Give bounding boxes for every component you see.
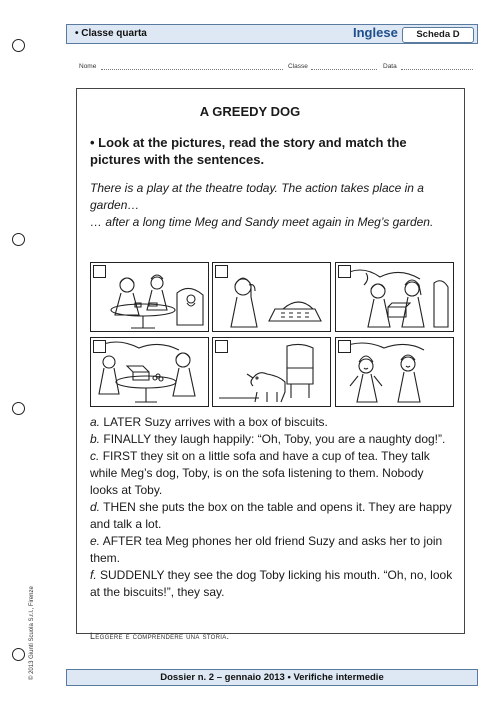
name-field-line[interactable] (101, 69, 283, 70)
subject-title: Inglese (353, 25, 398, 40)
activity-label: Leggere e comprendere una storia. (90, 631, 230, 641)
sentence-e (90, 533, 454, 567)
binder-hole (12, 39, 25, 52)
sentence-f (90, 567, 454, 601)
sentence-letter: b. (90, 432, 101, 446)
header-bar (66, 24, 478, 44)
arrival-illustration (336, 263, 454, 332)
sentence-letter: c. (90, 449, 100, 463)
class-field-line[interactable] (311, 69, 377, 70)
story-intro (90, 180, 460, 231)
phone-call-illustration (213, 263, 331, 332)
answer-box[interactable] (93, 265, 106, 278)
answer-box[interactable] (215, 265, 228, 278)
picture-panel-4 (90, 337, 209, 407)
sentence-text: THEN she puts the box on the table and opens it. They are happy and talk a lot. (90, 500, 452, 531)
sentence-d (90, 499, 454, 533)
sentence-c (90, 448, 454, 499)
binder-hole (12, 233, 25, 246)
binder-hole (12, 648, 25, 661)
footer-bar: Dossier n. 2 – gennaio 2013 • Verifiche intermedie (66, 669, 478, 686)
sheet-badge: Scheda D (402, 27, 474, 43)
sentence-text: FINALLY they laugh happily: “Oh, Toby, you are a naughty dog!”. (103, 432, 446, 446)
sentence-letter: e. (90, 534, 101, 548)
sentence-text: LATER Suzy arrives with a box of biscuits. (103, 415, 328, 429)
sentence-letter: f. (90, 568, 97, 582)
answer-box[interactable] (215, 340, 228, 353)
answer-box[interactable] (93, 340, 106, 353)
date-field-line[interactable] (401, 69, 473, 70)
story-sentences (90, 414, 454, 601)
picture-panel-6 (335, 337, 454, 407)
sentence-text: AFTER tea Meg phones her old friend Suzy and asks her to join them. (90, 534, 443, 565)
name-field-label: Nome (79, 63, 97, 70)
instruction: • Look at the pictures, read the story and match the pictures with the sentences. (90, 135, 407, 167)
date-field-label: Data (383, 63, 397, 70)
laughing-illustration (336, 338, 454, 407)
answer-box[interactable] (338, 340, 351, 353)
tea-scene-illustration (91, 263, 209, 332)
page-title: A GREEDY DOG (199, 104, 301, 119)
sentence-a (90, 414, 454, 431)
picture-panel-2 (212, 262, 331, 332)
picture-panel-3 (335, 262, 454, 332)
picture-panel-5 (212, 337, 331, 407)
sentence-letter: a. (90, 415, 101, 429)
picture-panel-1 (90, 262, 209, 332)
copyright-credit: © 2013 Giunti Scuola S.r.l., Firenze (29, 586, 35, 680)
sentence-letter: d. (90, 500, 101, 514)
grade-label: • Classe quarta (75, 28, 147, 39)
picture-grid (90, 262, 454, 408)
opening-box-illustration (91, 338, 209, 407)
sentence-b (90, 431, 454, 448)
sentence-text: FIRST they sit on a little sofa and have a cup of tea. They talk while Meg’s dog, Toby, is on the sofa listening to them. Nobody looks at Toby. (90, 449, 430, 497)
intro-line: … after a long time Meg and Sandy meet again in Meg’s garden. (90, 215, 434, 229)
class-field-label: Classe (288, 63, 308, 70)
intro-line: There is a play at the theatre today. The action takes place in a garden… (90, 181, 424, 212)
sentence-text: SUDDENLY they see the dog Toby licking his mouth. “Oh, no, look at the biscuits!”, they say. (90, 568, 453, 599)
binder-hole (12, 402, 25, 415)
dog-licking-illustration (213, 338, 331, 407)
answer-box[interactable] (338, 265, 351, 278)
